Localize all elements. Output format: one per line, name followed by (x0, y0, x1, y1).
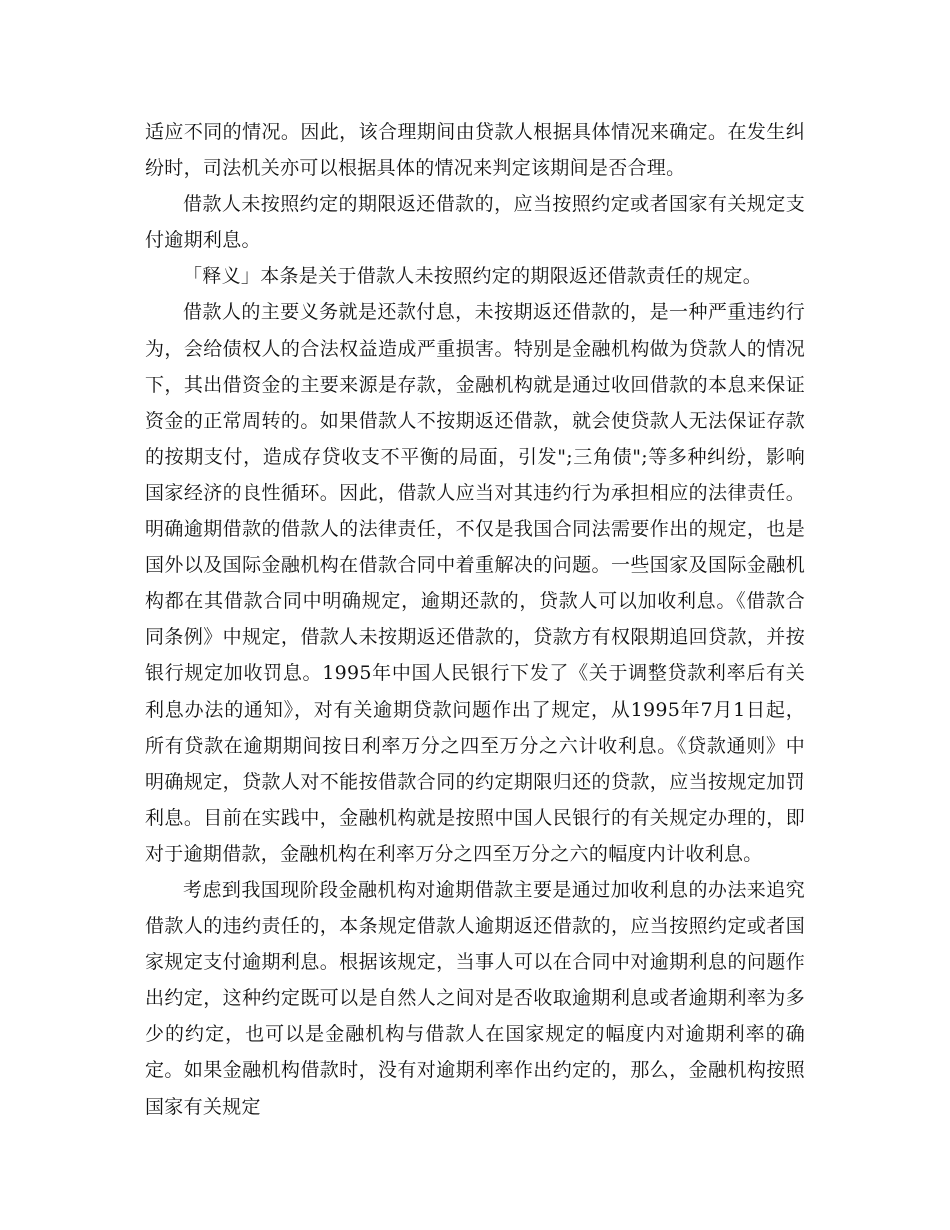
paragraph-4: 借款人的主要义务就是还款付息，未按期返还借款的，是一种严重违约行为，会给债权人的合法权益造成严重损害。特别是金融机构做为贷款人的情况下，其出借资金的主要来源是存款，金融机构就是通过收回借款的本息来保证资金的正常周转的。如果借款人不按期返还借款，就会使贷款人无法保证存款的按期支付，造成存贷收支不平衡的局面，引发";三角债";等多种纠纷，影响国家经济的良性循环。因此，借款人应当对其违约行为承担相应的法律责任。明确逾期借款的借款人的法律责任，不仅是我国合同法需要作出的规定，也是国外以及国际金融机构在借款合同中着重解决的问题。一些国家及国际金融机构都在其借款合同中明确规定，逾期还款的，贷款人可以加收利息。《借款合同条例》中规定，借款人未按期返还借款的，贷款方有权限期追回贷款，并按银行规定加收罚息。1995年中国人民银行下发了《关于调整贷款利率后有关利息办法的通知》，对有关逾期贷款问题作出了规定，从1995年7月1日起，所有贷款在逾期期间按日利率万分之四至万分之六计收利息。《贷款通则》中明确规定，贷款人对不能按借款合同的约定期限归还的贷款，应当按规定加罚利息。目前在实践中，金融机构就是按照中国人民银行的有关规定办理的，即对于逾期借款，金融机构在利率万分之四至万分之六的幅度内计收利息。 (145, 301, 805, 865)
paragraph-3: 「释义」本条是关于借款人未按照约定的期限返还借款责任的规定。 (183, 265, 763, 288)
document-page (145, 114, 805, 1125)
paragraph-5: 考虑到我国现阶段金融机构对逾期借款主要是通过加收利息的办法来追究借款人的违约责任的，本条规定借款人逾期返还借款的，应当按照约定或者国家规定支付逾期利息。根据该规定，当事人可以在合同中对逾期利息的问题作出约定，这种约定既可以是自然人之间对是否收取逾期利息或者逾期利率为多少的约定，也可以是金融机构与借款人在国家规定的幅度内对逾期利率的确定。如果金融机构借款时，没有对逾期利率作出约定的，那么，金融机构按照国家有关规定 (145, 878, 805, 1118)
paragraph-1: 适应不同的情况。因此，该合理期间由贷款人根据具体情况来确定。在发生纠纷时，司法机关亦可以根据具体的情况来判定该期间是否合理。 (145, 121, 805, 180)
paragraph-2: 借款人未按照约定的期限返还借款的，应当按照约定或者国家有关规定支付逾期利息。 (145, 193, 805, 252)
